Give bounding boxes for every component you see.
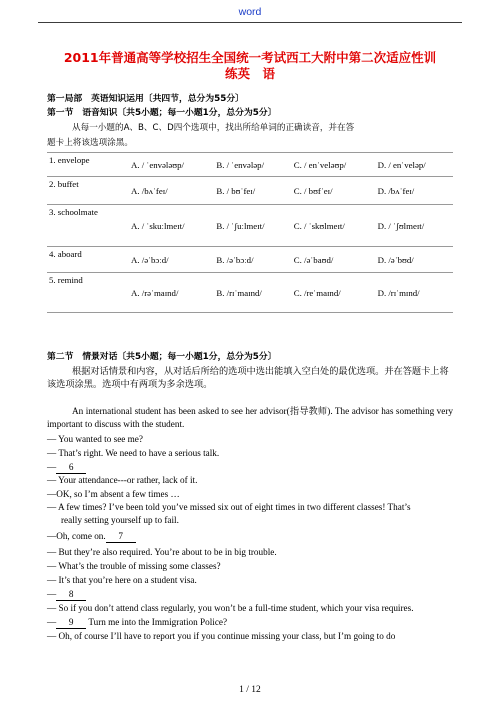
option-a[interactable]: A. /rəˈmaɪnd/ [129, 273, 214, 313]
title-line-2: 练英 语 [224, 66, 275, 81]
option-c[interactable]: C. / bʊfˈeɪ/ [292, 177, 376, 205]
header-word-link[interactable]: word [238, 6, 262, 18]
dialogue-text: —Oh, come on. [47, 531, 106, 541]
option-d[interactable]: D. / ˈʃʊlmeɪt/ [376, 205, 453, 247]
dialogue-line [47, 530, 136, 543]
header-rule [38, 22, 462, 23]
question-word: 3. schoolmate [47, 205, 129, 247]
section2-instruction: 根据对话情景和内容，从对话后所给的选项中选出能填入空白处的最优选项。并在答题卡上将该选项涂黑。选项中有两项为多余选项。 [47, 366, 449, 390]
question-table [47, 152, 453, 313]
part-heading: 第一局部 英语知识运用〔共四节，总分为55分〕 [47, 94, 244, 104]
option-b[interactable]: B. / ˈenvələp/ [214, 153, 291, 177]
table-row [47, 247, 453, 273]
option-a[interactable]: A. / ˈskuːlmeɪt/ [129, 205, 214, 247]
option-c[interactable]: C. /əˈbaʊd/ [292, 247, 376, 273]
option-d[interactable]: D. /bʌˈfeɪ/ [376, 177, 453, 205]
question-word: 2. buffet [47, 177, 129, 205]
section1-instruction-1: 从每一小题的A、B、C、D四个选项中，找出所给单词的正确读音，并在答 [72, 123, 355, 133]
dialogue-line [47, 501, 453, 526]
answer-blank-9[interactable]: 9 [56, 616, 86, 629]
answer-blank-8[interactable]: 8 [56, 588, 86, 601]
dialogue-line: — That’s right. We need to have a serious talk. [47, 448, 220, 458]
option-a[interactable]: A. / ˈenvələʊp/ [129, 153, 214, 177]
option-a[interactable]: A. /əˈbɔːd/ [129, 247, 214, 273]
dialogue-dash: — [47, 462, 57, 472]
dialogue-line [47, 616, 227, 629]
option-d[interactable]: D. /əˈbʊd/ [376, 247, 453, 273]
dialogue-line: — Your attendance---or rather, lack of it. [47, 475, 198, 485]
dialogue-line: — But they’re also required. You’re about to be in big trouble. [47, 547, 277, 557]
option-b[interactable]: B. /əˈbɔːd/ [214, 247, 291, 273]
table-row [47, 273, 453, 313]
dialogue-line: — You wanted to see me? [47, 434, 143, 444]
dialogue-text: Turn me into the Immigration Police? [86, 617, 228, 627]
dialogue-line: —OK, so I’m absent a few times … [47, 489, 180, 499]
question-word: 5. remind [47, 273, 129, 313]
dialogue-dash: — [47, 589, 57, 599]
dialogue-line: — So if you don’t attend class regularly, you won’t be a full-time student, which your visa requires. [47, 603, 414, 613]
option-d[interactable]: D. /rɪˈmɪnd/ [376, 273, 453, 313]
option-b[interactable]: B. / ˈʃuːlmeɪt/ [214, 205, 291, 247]
table-row [47, 177, 453, 205]
option-d[interactable]: D. / enˈveləp/ [376, 153, 453, 177]
table-row [47, 153, 453, 177]
option-b[interactable]: B. / bʊˈfeɪ/ [214, 177, 291, 205]
question-word: 4. aboard [47, 247, 129, 273]
option-c[interactable]: C. / ˈskʊlmeɪt/ [292, 205, 376, 247]
section1-instruction-2: 题卡上将该选项涂黑。 [47, 138, 133, 148]
section-heading-1: 第一节 语音知识〔共5小题；每一小题1分，总分为5分〕 [47, 108, 277, 118]
option-c[interactable]: C. / enˈveləʊp/ [292, 153, 376, 177]
title-line-1: 2011年普通高等学校招生全国统一考试西工大附中第二次适应性训 [63, 50, 437, 65]
dialogue-text: really setting yourself up to fail. [61, 514, 179, 525]
page-number: 1 / 12 [239, 685, 261, 695]
table-row [47, 205, 453, 247]
dialogue-line: — It’s that you’re here on a student visa. [47, 575, 197, 585]
option-b[interactable]: B. /rɪˈmaɪnd/ [214, 273, 291, 313]
answer-blank-7[interactable]: 7 [106, 530, 136, 543]
section-heading-2: 第二节 情景对话〔共5小题；每一小题1分，总分为5分〕 [47, 352, 277, 362]
page-title [40, 50, 460, 82]
dialogue-line [47, 588, 86, 601]
dialogue-text: — A few times? I’ve been told you’ve missed six out of eight times in two different classes! That’s [47, 502, 411, 512]
answer-blank-6[interactable]: 6 [56, 461, 86, 474]
question-word: 1. envelope [47, 153, 129, 177]
dialogue-line [47, 461, 86, 474]
dialogue-intro: An international student has been asked to see her advisor(指导教师). The advisor has something very important to discuss with the student. [47, 406, 453, 429]
dialogue-dash: — [47, 617, 57, 627]
option-c[interactable]: C. /reˈmaɪnd/ [292, 273, 376, 313]
option-a[interactable]: A. /bʌˈfeɪ/ [129, 177, 214, 205]
dialogue-line: — What’s the trouble of missing some classes? [47, 561, 221, 571]
dialogue-line: — Oh, of course I’ll have to report you if you continue missing your class, but I’m going to do [47, 631, 396, 641]
